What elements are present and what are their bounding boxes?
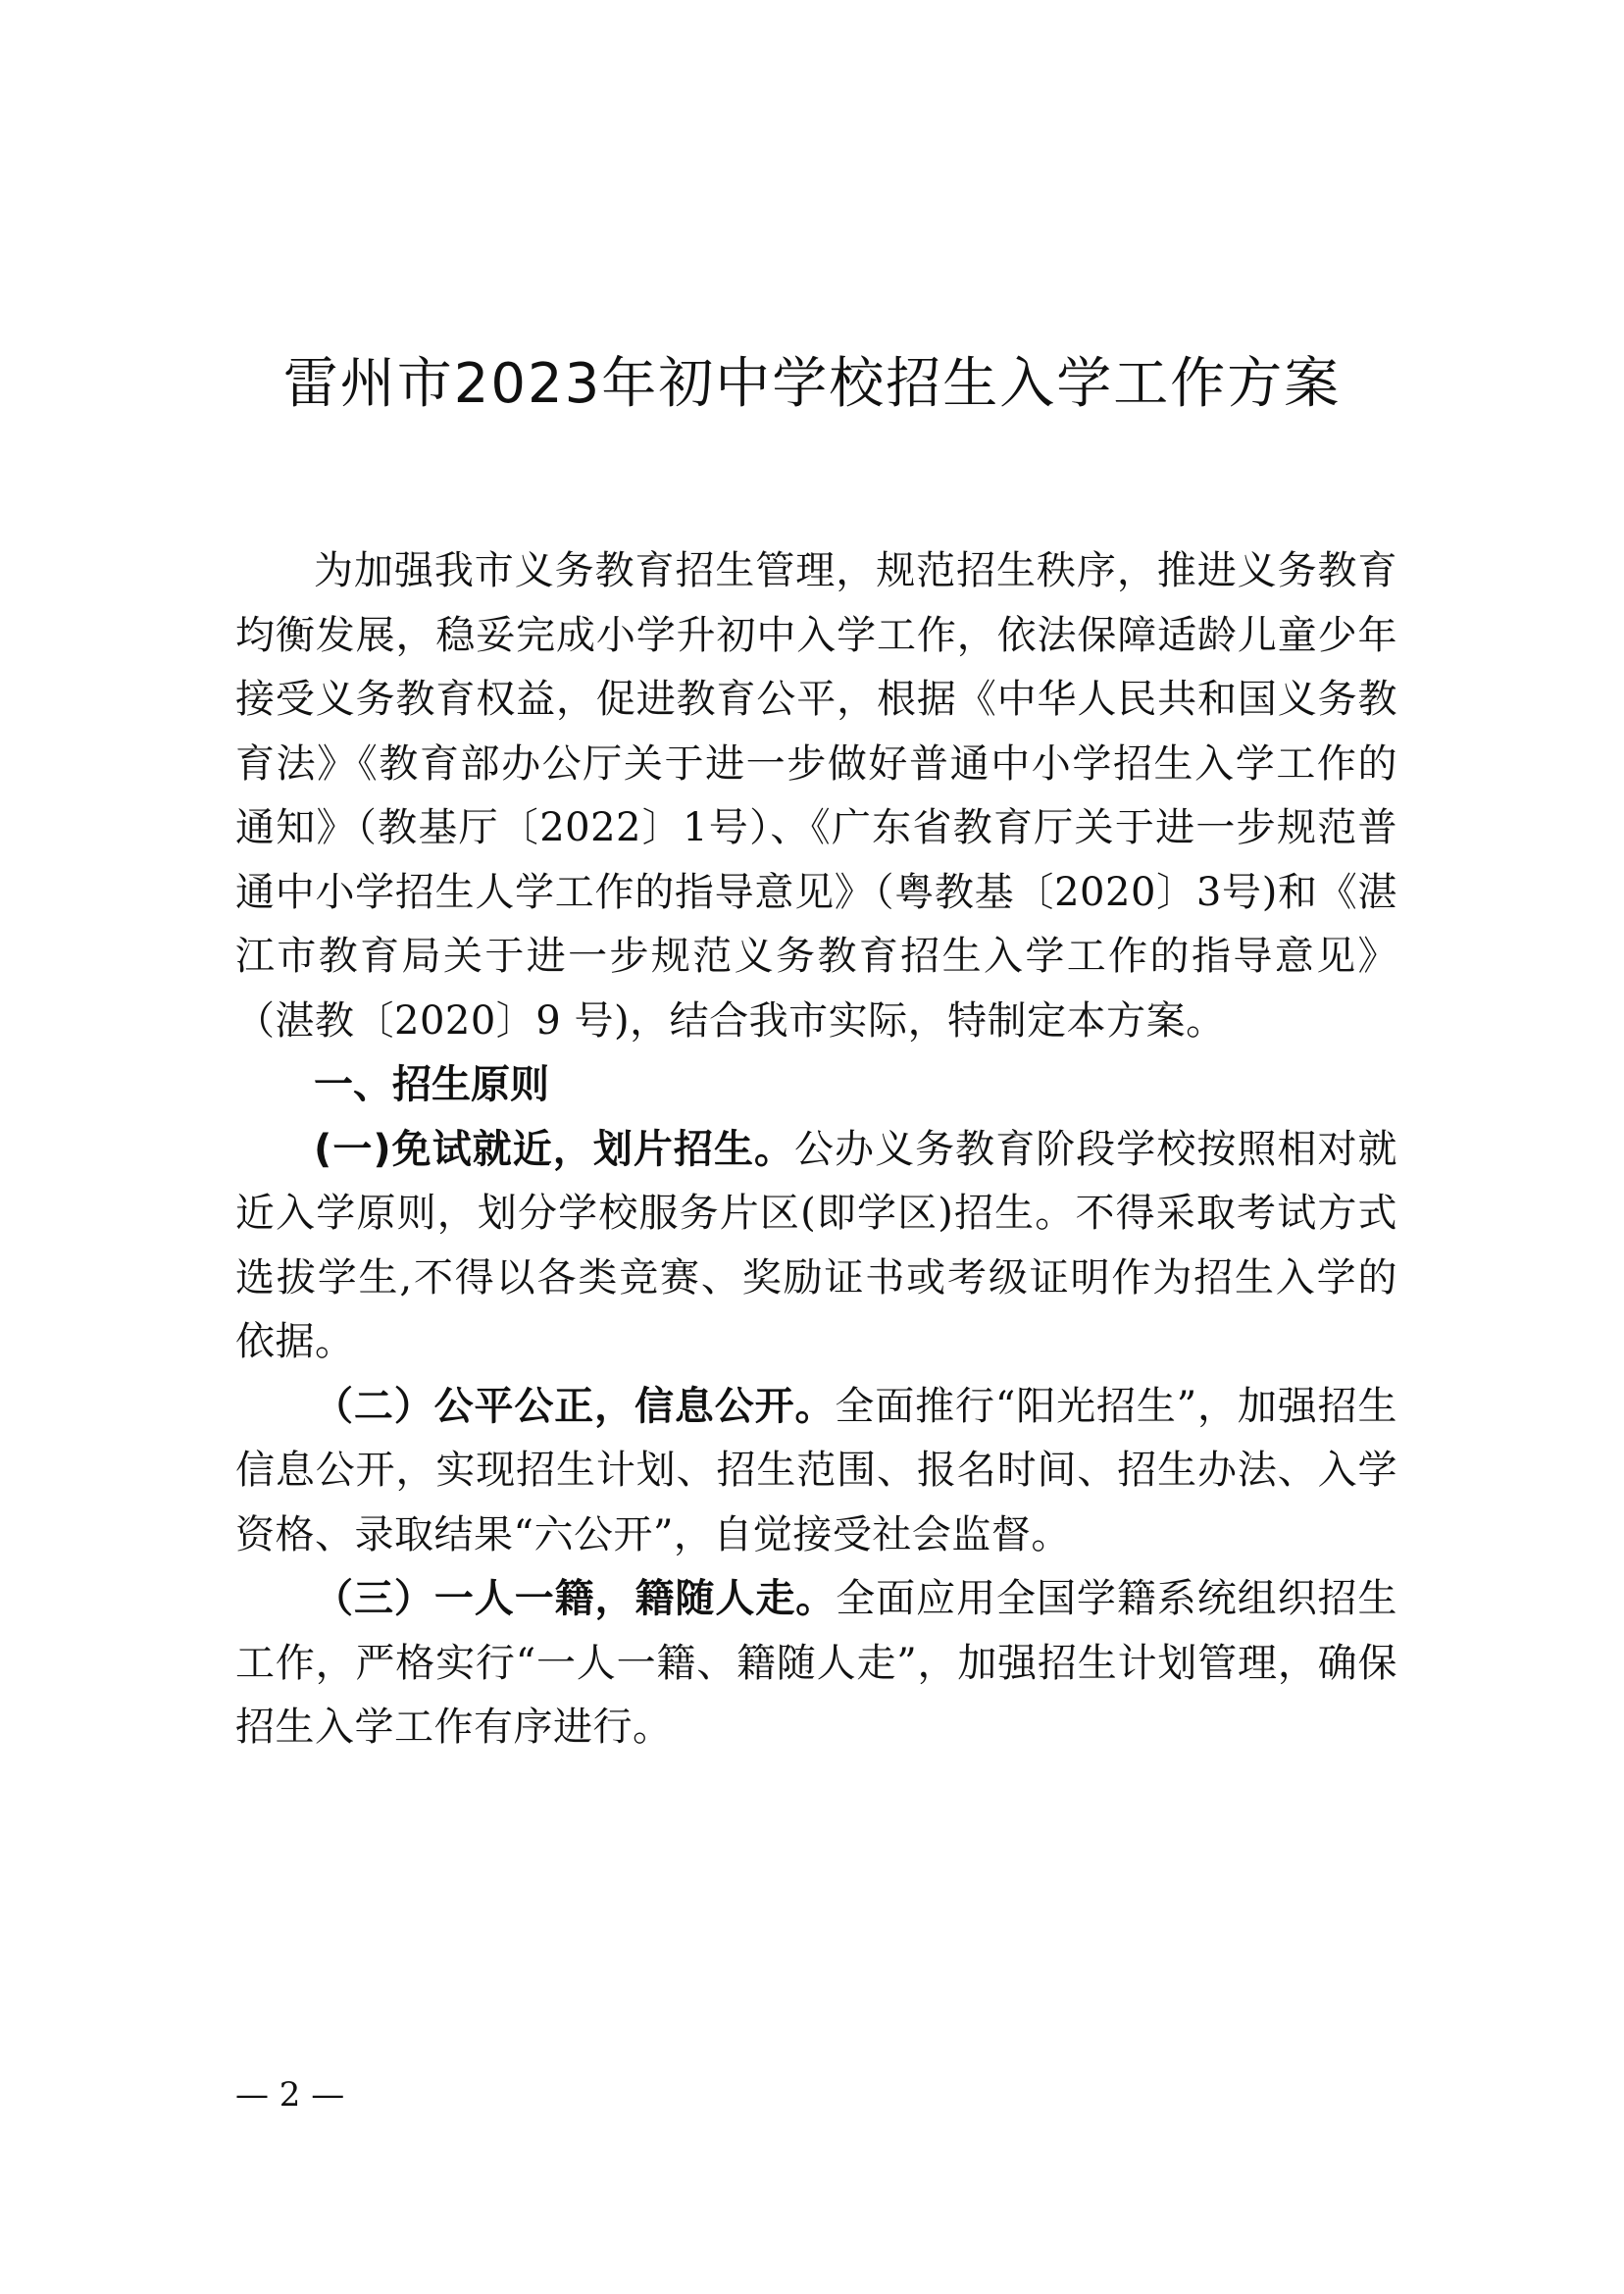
page-number: — 2 —: [235, 2075, 345, 2115]
principle-paragraph-1: [235, 1118, 1397, 1375]
principle-lead: （三）一人一籍，籍随人走。: [314, 1576, 837, 1621]
principle-text: 全面推行“阳光招生”，加强招生信息公开，实现招生计划、招生范围、报名时间、招生办法、入学资格、录取结果“六公开”，自觉接受社会监督。: [235, 1383, 1398, 1557]
principle-lead: (一)免试就近，划片招生。: [314, 1126, 795, 1172]
section-heading: 一、招生原则: [314, 1062, 549, 1107]
principle-paragraph-3: [235, 1567, 1397, 1760]
document-title: 雷州市2023年初中学校招生入学工作方案: [282, 352, 1342, 416]
principle-paragraph-2: [235, 1375, 1397, 1568]
principle-text: 全面应用全国学籍系统组织招生工作，严格实行“一人一籍、籍随人走”，加强招生计划管理，确保招生入学工作有序进行。: [235, 1576, 1397, 1750]
intro-paragraph: 为加强我市义务教育招生管理，规范招生秩序，推进义务教育均衡发展，稳妥完成小学升初中入学工作，依法保障适龄儿童少年接受义务教育权益，促进教育公平，根据《中华人民共和国义务教育法》《教育部办公厅关于进一步做好普通中小学招生入学工作的通知》（教基厅〔2022〕1号）、《广东省教育厅关于进一步规范普通中小学招生人学工作的指导意见》（粤教基〔2020〕3号)和《湛江市教育局关于进一步规范义务教育招生入学工作的指导意见》（湛教〔2020〕9 号)，结合我市实际，特制定本方案。: [235, 548, 1397, 1044]
principle-text: 公办义务教育阶段学校按照相对就近入学原则，划分学校服务片区(即学区)招生。不得采取考试方式选拔学生,不得以各类竞赛、奖励证书或考级证明作为招生入学的依据。: [235, 1126, 1398, 1364]
principle-lead: （二）公平公正，信息公开。: [314, 1383, 836, 1429]
document-body: [235, 539, 1397, 1760]
